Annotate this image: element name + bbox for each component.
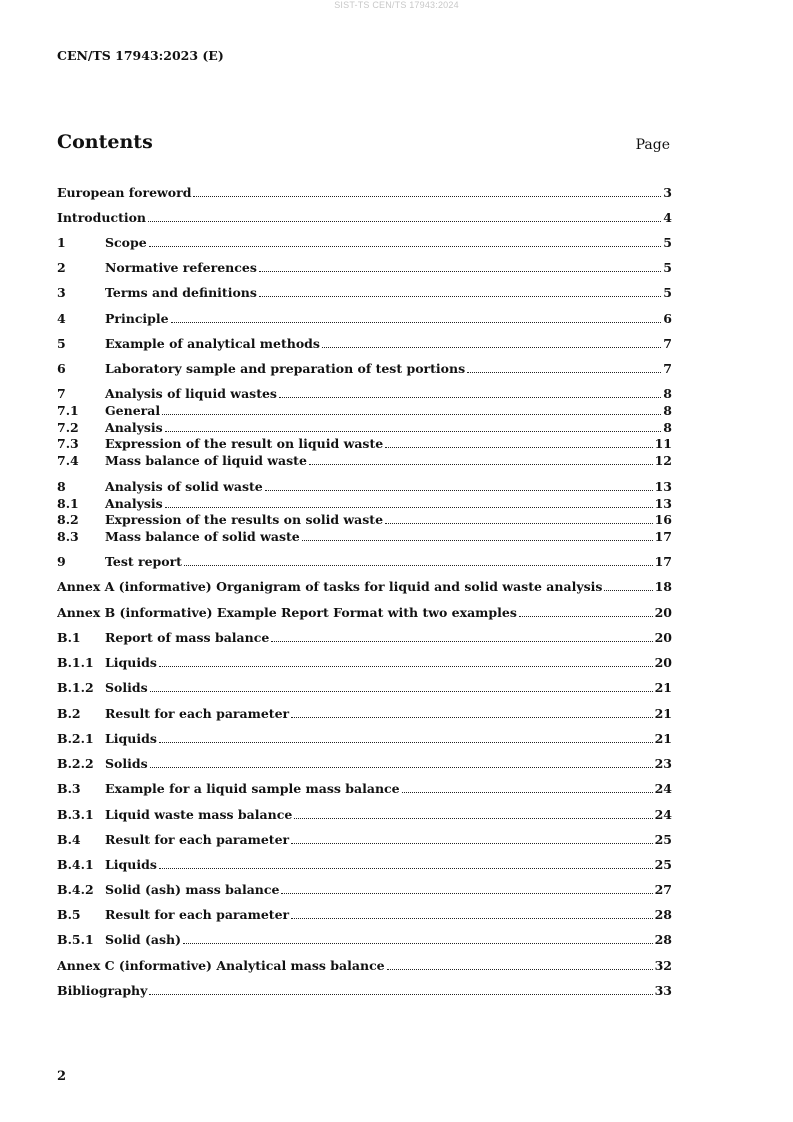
- toc-entry[interactable]: [57, 958, 672, 973]
- toc-entry-title: Annex C (informative) Analytical mass balance: [57, 958, 385, 973]
- toc-dot-leader: [322, 347, 661, 348]
- toc-entry-number: B.4.1: [57, 857, 94, 872]
- toc-entry[interactable]: [57, 512, 672, 527]
- toc-entry-number: 4: [57, 311, 66, 326]
- toc-entry-title: Mass balance of solid waste: [105, 529, 300, 544]
- toc-dot-leader: [162, 414, 661, 415]
- toc-entry-page: 18: [654, 579, 672, 594]
- toc-entry[interactable]: [57, 882, 672, 897]
- toc-entry-page: 28: [654, 932, 672, 947]
- toc-entry[interactable]: [57, 529, 672, 544]
- toc-entry-number: B.1.1: [57, 655, 94, 670]
- toc-entry-page: 21: [654, 706, 672, 721]
- toc-entry-page: 7: [663, 336, 672, 351]
- toc-dot-leader: [265, 490, 653, 491]
- toc-entry-title: Principle: [105, 311, 169, 326]
- toc-entry[interactable]: [57, 680, 672, 695]
- toc-entry-title: Annex A (informative) Organigram of tasks for liquid and solid waste analysis: [57, 579, 603, 594]
- toc-entry-page: 25: [654, 857, 672, 872]
- toc-entry-title: Report of mass balance: [105, 630, 270, 645]
- toc-dot-leader: [387, 969, 653, 970]
- toc-entry[interactable]: [57, 554, 672, 569]
- toc-entry-page: 6: [663, 311, 672, 326]
- toc-entry-number: B.2.2: [57, 756, 94, 771]
- toc-entry-title: Liquids: [105, 655, 157, 670]
- toc-entry-page: 5: [663, 285, 672, 300]
- toc-entry[interactable]: [57, 731, 672, 746]
- toc-entry-page: 4: [663, 210, 672, 225]
- toc-dot-leader: [184, 565, 653, 566]
- toc-entry-page: 13: [654, 479, 672, 494]
- toc-entry-page: 8: [663, 403, 672, 418]
- page-number: 2: [57, 1069, 67, 1084]
- toc-entry-page: 3: [663, 185, 672, 200]
- toc-entry-title: Example of analytical methods: [105, 336, 320, 351]
- toc-entry-number: B.3: [57, 781, 81, 796]
- toc-entry-page: 8: [663, 420, 672, 435]
- toc-entry[interactable]: [57, 311, 672, 326]
- toc-dot-leader: [150, 691, 653, 692]
- toc-entry-title: Annex B (informative) Example Report Format with two examples: [57, 605, 517, 620]
- toc-entry-page: 16: [654, 512, 672, 527]
- toc-dot-leader: [149, 246, 662, 247]
- toc-entry[interactable]: [57, 479, 672, 494]
- toc-dot-leader: [294, 818, 652, 819]
- toc-entry-page: 20: [654, 605, 672, 620]
- toc-entry-title: Result for each parameter: [105, 832, 290, 847]
- toc-entry-page: 21: [654, 680, 672, 695]
- toc-entry[interactable]: [57, 781, 672, 796]
- watermark: SIST-TS CEN/TS 17943:2024: [334, 0, 459, 10]
- toc-entry-number: B.1.2: [57, 680, 94, 695]
- toc-dot-leader: [165, 431, 662, 432]
- toc-dot-leader: [171, 322, 662, 323]
- toc-entry-number: 7.2: [57, 420, 79, 435]
- toc-dot-leader: [159, 742, 653, 743]
- toc-entry-page: 25: [654, 832, 672, 847]
- toc-entry-title: Terms and definitions: [105, 285, 257, 300]
- toc-entry-title: Scope: [105, 235, 147, 250]
- toc-entry-page: 28: [654, 907, 672, 922]
- toc-entry-title: Analysis: [105, 420, 163, 435]
- toc-entry-title: Test report: [105, 554, 182, 569]
- toc-entry[interactable]: [57, 907, 672, 922]
- toc-entry-title: Solid (ash) mass balance: [105, 882, 280, 897]
- toc-entry-title: Bibliography: [57, 983, 148, 998]
- toc-entry-page: 21: [654, 731, 672, 746]
- contents-heading: Contents: [57, 131, 153, 153]
- toc-dot-leader: [291, 843, 652, 844]
- toc-entry[interactable]: [57, 807, 672, 822]
- toc-entry-title: Mass balance of liquid waste: [105, 453, 307, 468]
- toc-dot-leader: [279, 397, 661, 398]
- toc-entry-title: Solids: [105, 680, 148, 695]
- toc-entry-title: Expression of the result on liquid waste: [105, 436, 384, 451]
- toc-entry[interactable]: [57, 453, 672, 468]
- toc-entry-number: 5: [57, 336, 66, 351]
- toc-entry-number: 9: [57, 554, 66, 569]
- toc-entry-number: 7.4: [57, 453, 79, 468]
- toc-entry[interactable]: [57, 655, 672, 670]
- toc-entry[interactable]: [57, 932, 672, 947]
- toc-entry-page: 32: [654, 958, 672, 973]
- toc-entry[interactable]: [57, 832, 672, 847]
- toc-entry-title: Liquids: [105, 731, 157, 746]
- toc-dot-leader: [519, 616, 653, 617]
- toc-entry-title: European foreword: [57, 185, 192, 200]
- toc-entry[interactable]: [57, 336, 672, 351]
- toc-entry-title: General: [105, 403, 161, 418]
- toc-entry-number: 7.1: [57, 403, 79, 418]
- toc-entry[interactable]: [57, 857, 672, 872]
- toc-entry-title: Analysis of solid waste: [105, 479, 263, 494]
- toc-entry-number: B.2: [57, 706, 81, 721]
- toc-dot-leader: [281, 893, 652, 894]
- toc-entry[interactable]: [57, 605, 672, 620]
- toc-entry-title: Result for each parameter: [105, 706, 290, 721]
- toc-dot-leader: [385, 447, 652, 448]
- toc-entry-title: Solids: [105, 756, 148, 771]
- toc-dot-leader: [259, 296, 661, 297]
- toc-entry[interactable]: [57, 386, 672, 401]
- toc-dot-leader: [183, 943, 653, 944]
- toc-dot-leader: [159, 666, 653, 667]
- toc-dot-leader: [150, 767, 653, 768]
- toc-entry[interactable]: [57, 361, 672, 376]
- toc-entry-number: B.4.2: [57, 882, 94, 897]
- page-column-label: Page: [635, 137, 670, 153]
- toc-entry-title: Solid (ash): [105, 932, 182, 947]
- toc-entry[interactable]: [57, 756, 672, 771]
- toc-entry-page: 24: [654, 807, 672, 822]
- toc-entry[interactable]: [57, 436, 672, 451]
- toc-entry-page: 5: [663, 260, 672, 275]
- toc-dot-leader: [165, 507, 653, 508]
- toc-entry-number: 8.1: [57, 496, 79, 511]
- toc-dot-leader: [149, 994, 652, 995]
- toc-entry[interactable]: [57, 496, 672, 511]
- toc-dot-leader: [271, 641, 652, 642]
- toc-dot-leader: [385, 523, 653, 524]
- toc-dot-leader: [309, 464, 653, 465]
- toc-dot-leader: [467, 372, 661, 373]
- toc-dot-leader: [193, 196, 661, 197]
- toc-entry-page: 24: [654, 781, 672, 796]
- toc-entry-number: B.3.1: [57, 807, 94, 822]
- toc-entry-title: Expression of the results on solid waste: [105, 512, 384, 527]
- toc-entry-title: Introduction: [57, 210, 147, 225]
- toc-entry-page: 20: [654, 630, 672, 645]
- toc-entry-page: 27: [654, 882, 672, 897]
- toc-entry-page: 17: [654, 529, 672, 544]
- toc-entry-page: 7: [663, 361, 672, 376]
- toc-entry-title: Analysis: [105, 496, 163, 511]
- document-identifier: CEN/TS 17943:2023 (E): [57, 48, 224, 63]
- toc-entry-page: 20: [654, 655, 672, 670]
- toc-entry-number: 3: [57, 285, 66, 300]
- toc-entry-page: 33: [654, 983, 672, 998]
- toc-dot-leader: [402, 792, 653, 793]
- toc-entry-page: 8: [663, 386, 672, 401]
- toc-entry[interactable]: [57, 235, 672, 250]
- toc-entry-number: B.1: [57, 630, 81, 645]
- toc-entry-number: 8.3: [57, 529, 79, 544]
- toc-entry-number: 6: [57, 361, 66, 376]
- toc-entry[interactable]: [57, 185, 672, 200]
- toc-entry-number: B.5: [57, 907, 81, 922]
- toc-entry-page: 23: [654, 756, 672, 771]
- toc-dot-leader: [159, 868, 653, 869]
- toc-entry-page: 17: [654, 554, 672, 569]
- toc-entry-title: Liquids: [105, 857, 157, 872]
- toc-entry[interactable]: [57, 210, 672, 225]
- toc-dot-leader: [302, 540, 653, 541]
- toc-entry-number: 8.2: [57, 512, 79, 527]
- toc-dot-leader: [291, 918, 652, 919]
- toc-entry[interactable]: [57, 403, 672, 418]
- toc-entry-page: 12: [654, 453, 672, 468]
- toc-entry-page: 13: [654, 496, 672, 511]
- toc-dot-leader: [291, 717, 652, 718]
- toc-entry[interactable]: [57, 420, 672, 435]
- toc-entry-title: Laboratory sample and preparation of test portions: [105, 361, 466, 376]
- toc-entry-title: Normative references: [105, 260, 257, 275]
- toc-entry[interactable]: [57, 285, 672, 300]
- toc-entry-number: B.5.1: [57, 932, 94, 947]
- toc-entry-number: B.2.1: [57, 731, 94, 746]
- toc-entry-number: 8: [57, 479, 66, 494]
- toc-entry-title: Analysis of liquid wastes: [105, 386, 277, 401]
- toc-entry-title: Liquid waste mass balance: [105, 807, 293, 822]
- toc-entry[interactable]: [57, 260, 672, 275]
- toc-entry[interactable]: [57, 706, 672, 721]
- toc-entry[interactable]: [57, 630, 672, 645]
- toc-entry-number: 7.3: [57, 436, 79, 451]
- toc-entry[interactable]: [57, 983, 672, 998]
- toc-entry-number: 7: [57, 386, 66, 401]
- toc-entry[interactable]: [57, 579, 672, 594]
- toc-entry-number: 2: [57, 260, 66, 275]
- toc-dot-leader: [148, 221, 661, 222]
- toc-entry-number: 1: [57, 235, 66, 250]
- toc-entry-number: B.4: [57, 832, 81, 847]
- toc-entry-page: 11: [654, 436, 672, 451]
- toc-entry-title: Result for each parameter: [105, 907, 290, 922]
- toc-dot-leader: [604, 590, 652, 591]
- toc-entry-page: 5: [663, 235, 672, 250]
- toc-dot-leader: [259, 271, 661, 272]
- toc-entry-title: Example for a liquid sample mass balance: [105, 781, 400, 796]
